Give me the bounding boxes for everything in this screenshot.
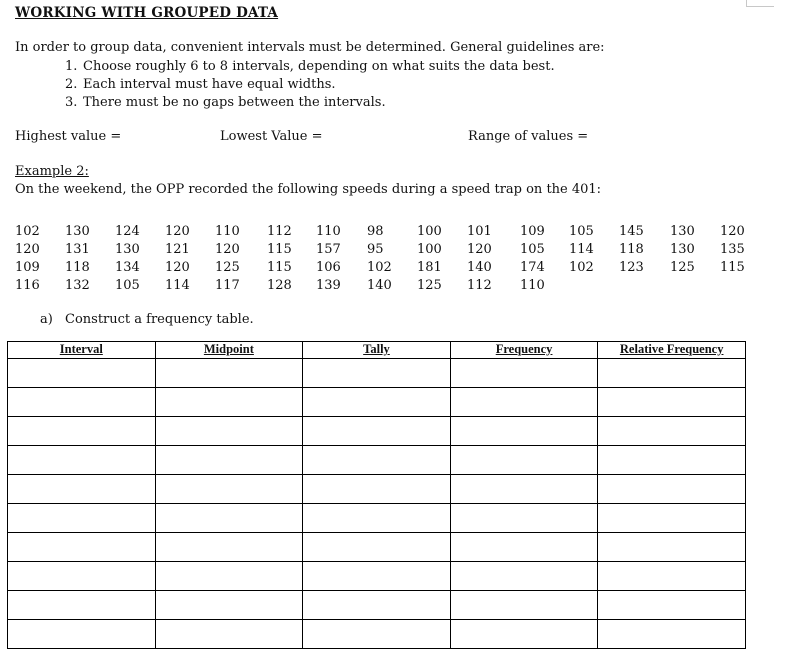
speed-value: 125 bbox=[670, 260, 695, 275]
highest-value-label: Highest value = bbox=[15, 129, 122, 144]
table-cell[interactable] bbox=[155, 620, 303, 649]
speed-value: 128 bbox=[267, 278, 292, 293]
table-row bbox=[8, 620, 746, 649]
example-text: On the weekend, the OPP recorded the following speeds during a speed trap on the 401: bbox=[15, 182, 602, 197]
speed-value: 139 bbox=[316, 278, 341, 293]
table-cell[interactable] bbox=[303, 591, 451, 620]
table-cell[interactable] bbox=[450, 562, 598, 591]
table-header-row bbox=[8, 342, 746, 359]
table-row bbox=[8, 562, 746, 591]
table-cell[interactable] bbox=[598, 533, 746, 562]
speed-value: 116 bbox=[15, 278, 40, 293]
intro-text: In order to group data, convenient intervals must be determined. General guidelines are: bbox=[15, 40, 605, 55]
table-row bbox=[8, 504, 746, 533]
table-cell[interactable] bbox=[155, 533, 303, 562]
speed-value: 145 bbox=[619, 224, 644, 239]
speed-value: 109 bbox=[15, 260, 40, 275]
table-cell[interactable] bbox=[598, 417, 746, 446]
speed-value: 100 bbox=[417, 224, 442, 239]
table-cell[interactable] bbox=[8, 591, 156, 620]
header-frequency: Frequency bbox=[450, 342, 598, 359]
speed-value: 112 bbox=[267, 224, 292, 239]
table-cell[interactable] bbox=[8, 475, 156, 504]
speed-value: 115 bbox=[267, 260, 292, 275]
speed-value: 115 bbox=[267, 242, 292, 257]
table-cell[interactable] bbox=[303, 446, 451, 475]
table-cell[interactable] bbox=[8, 620, 156, 649]
speed-value: 110 bbox=[316, 224, 341, 239]
table-cell[interactable] bbox=[303, 359, 451, 388]
table-cell[interactable] bbox=[450, 359, 598, 388]
speed-value: 118 bbox=[65, 260, 90, 275]
table-cell[interactable] bbox=[155, 446, 303, 475]
speed-value: 140 bbox=[367, 278, 392, 293]
speed-value: 118 bbox=[619, 242, 644, 257]
speed-value: 130 bbox=[670, 224, 695, 239]
speed-value: 114 bbox=[569, 242, 594, 257]
table-cell[interactable] bbox=[450, 620, 598, 649]
speed-value: 100 bbox=[417, 242, 442, 257]
table-cell[interactable] bbox=[155, 475, 303, 504]
header-tally: Tally bbox=[303, 342, 451, 359]
header-relative-frequency: Relative Frequency bbox=[598, 342, 746, 359]
speed-value: 105 bbox=[115, 278, 140, 293]
table-cell[interactable] bbox=[450, 591, 598, 620]
table-cell[interactable] bbox=[8, 504, 156, 533]
question-a: a) Construct a frequency table. bbox=[40, 312, 254, 327]
table-cell[interactable] bbox=[8, 359, 156, 388]
table-cell[interactable] bbox=[8, 562, 156, 591]
speed-value: 109 bbox=[520, 224, 545, 239]
table-row bbox=[8, 475, 746, 504]
table-cell[interactable] bbox=[598, 504, 746, 533]
table-cell[interactable] bbox=[303, 475, 451, 504]
table-cell[interactable] bbox=[155, 504, 303, 533]
speed-value: 102 bbox=[367, 260, 392, 275]
speed-value: 115 bbox=[720, 260, 745, 275]
speed-value: 102 bbox=[15, 224, 40, 239]
table-cell[interactable] bbox=[450, 504, 598, 533]
speed-value: 120 bbox=[165, 224, 190, 239]
table-row bbox=[8, 359, 746, 388]
speed-value: 120 bbox=[720, 224, 745, 239]
speed-value: 157 bbox=[316, 242, 341, 257]
speed-value: 125 bbox=[215, 260, 240, 275]
example-label: Example 2: bbox=[15, 164, 89, 179]
speed-value: 130 bbox=[670, 242, 695, 257]
page-title: WORKING WITH GROUPED DATA bbox=[15, 5, 279, 21]
table-row bbox=[8, 533, 746, 562]
table-cell[interactable] bbox=[8, 388, 156, 417]
table-row bbox=[8, 388, 746, 417]
speed-value: 124 bbox=[115, 224, 140, 239]
speed-value: 114 bbox=[165, 278, 190, 293]
table-cell[interactable] bbox=[303, 620, 451, 649]
table-cell[interactable] bbox=[450, 388, 598, 417]
table-cell[interactable] bbox=[155, 562, 303, 591]
header-interval: Interval bbox=[8, 342, 156, 359]
table-cell[interactable] bbox=[155, 591, 303, 620]
speed-value: 110 bbox=[215, 224, 240, 239]
speed-value: 101 bbox=[467, 224, 492, 239]
speed-value: 105 bbox=[569, 224, 594, 239]
range-label: Range of values = bbox=[468, 129, 589, 144]
table-cell[interactable] bbox=[155, 359, 303, 388]
table-cell[interactable] bbox=[8, 533, 156, 562]
table-cell[interactable] bbox=[598, 591, 746, 620]
table-cell[interactable] bbox=[303, 533, 451, 562]
speed-value: 98 bbox=[367, 224, 384, 239]
table-cell[interactable] bbox=[450, 475, 598, 504]
frequency-table bbox=[7, 341, 746, 649]
speed-value: 105 bbox=[520, 242, 545, 257]
table-cell[interactable] bbox=[303, 417, 451, 446]
speed-value: 181 bbox=[417, 260, 442, 275]
speed-value: 120 bbox=[165, 260, 190, 275]
crop-mark bbox=[746, 6, 774, 7]
table-cell[interactable] bbox=[450, 417, 598, 446]
speed-value: 120 bbox=[15, 242, 40, 257]
table-cell[interactable] bbox=[598, 620, 746, 649]
table-cell[interactable] bbox=[450, 446, 598, 475]
guideline-item: 3. There must be no gaps between the intervals. bbox=[65, 95, 386, 110]
table-cell[interactable] bbox=[303, 388, 451, 417]
speed-value: 120 bbox=[215, 242, 240, 257]
speed-value: 140 bbox=[467, 260, 492, 275]
speed-value: 174 bbox=[520, 260, 545, 275]
speed-value: 125 bbox=[417, 278, 442, 293]
header-midpoint: Midpoint bbox=[155, 342, 303, 359]
table-cell[interactable] bbox=[450, 533, 598, 562]
guidelines-list bbox=[65, 58, 555, 112]
table-cell[interactable] bbox=[598, 562, 746, 591]
speed-value: 121 bbox=[165, 242, 190, 257]
table-row bbox=[8, 446, 746, 475]
table-cell[interactable] bbox=[155, 388, 303, 417]
speed-value: 130 bbox=[65, 224, 90, 239]
table-cell[interactable] bbox=[303, 504, 451, 533]
speed-value: 135 bbox=[720, 242, 745, 257]
table-cell[interactable] bbox=[598, 475, 746, 504]
table-cell[interactable] bbox=[598, 388, 746, 417]
speed-value: 134 bbox=[115, 260, 140, 275]
guideline-item: 1. Choose roughly 6 to 8 intervals, depending on what suits the data best. bbox=[65, 59, 555, 74]
speed-value: 130 bbox=[115, 242, 140, 257]
speed-value: 112 bbox=[467, 278, 492, 293]
table-cell[interactable] bbox=[8, 446, 156, 475]
speed-value: 123 bbox=[619, 260, 644, 275]
speed-value: 95 bbox=[367, 242, 384, 257]
speed-value: 132 bbox=[65, 278, 90, 293]
speed-value: 102 bbox=[569, 260, 594, 275]
table-cell[interactable] bbox=[598, 359, 746, 388]
guideline-item: 2. Each interval must have equal widths. bbox=[65, 77, 336, 92]
table-cell[interactable] bbox=[303, 562, 451, 591]
table-cell[interactable] bbox=[155, 417, 303, 446]
lowest-value-label: Lowest Value = bbox=[220, 129, 323, 144]
speed-value: 120 bbox=[467, 242, 492, 257]
speed-value: 110 bbox=[520, 278, 545, 293]
table-row bbox=[8, 417, 746, 446]
speed-value: 106 bbox=[316, 260, 341, 275]
speed-value: 117 bbox=[215, 278, 240, 293]
speed-value: 131 bbox=[65, 242, 90, 257]
table-row bbox=[8, 591, 746, 620]
table-cell[interactable] bbox=[598, 446, 746, 475]
table-cell[interactable] bbox=[8, 417, 156, 446]
